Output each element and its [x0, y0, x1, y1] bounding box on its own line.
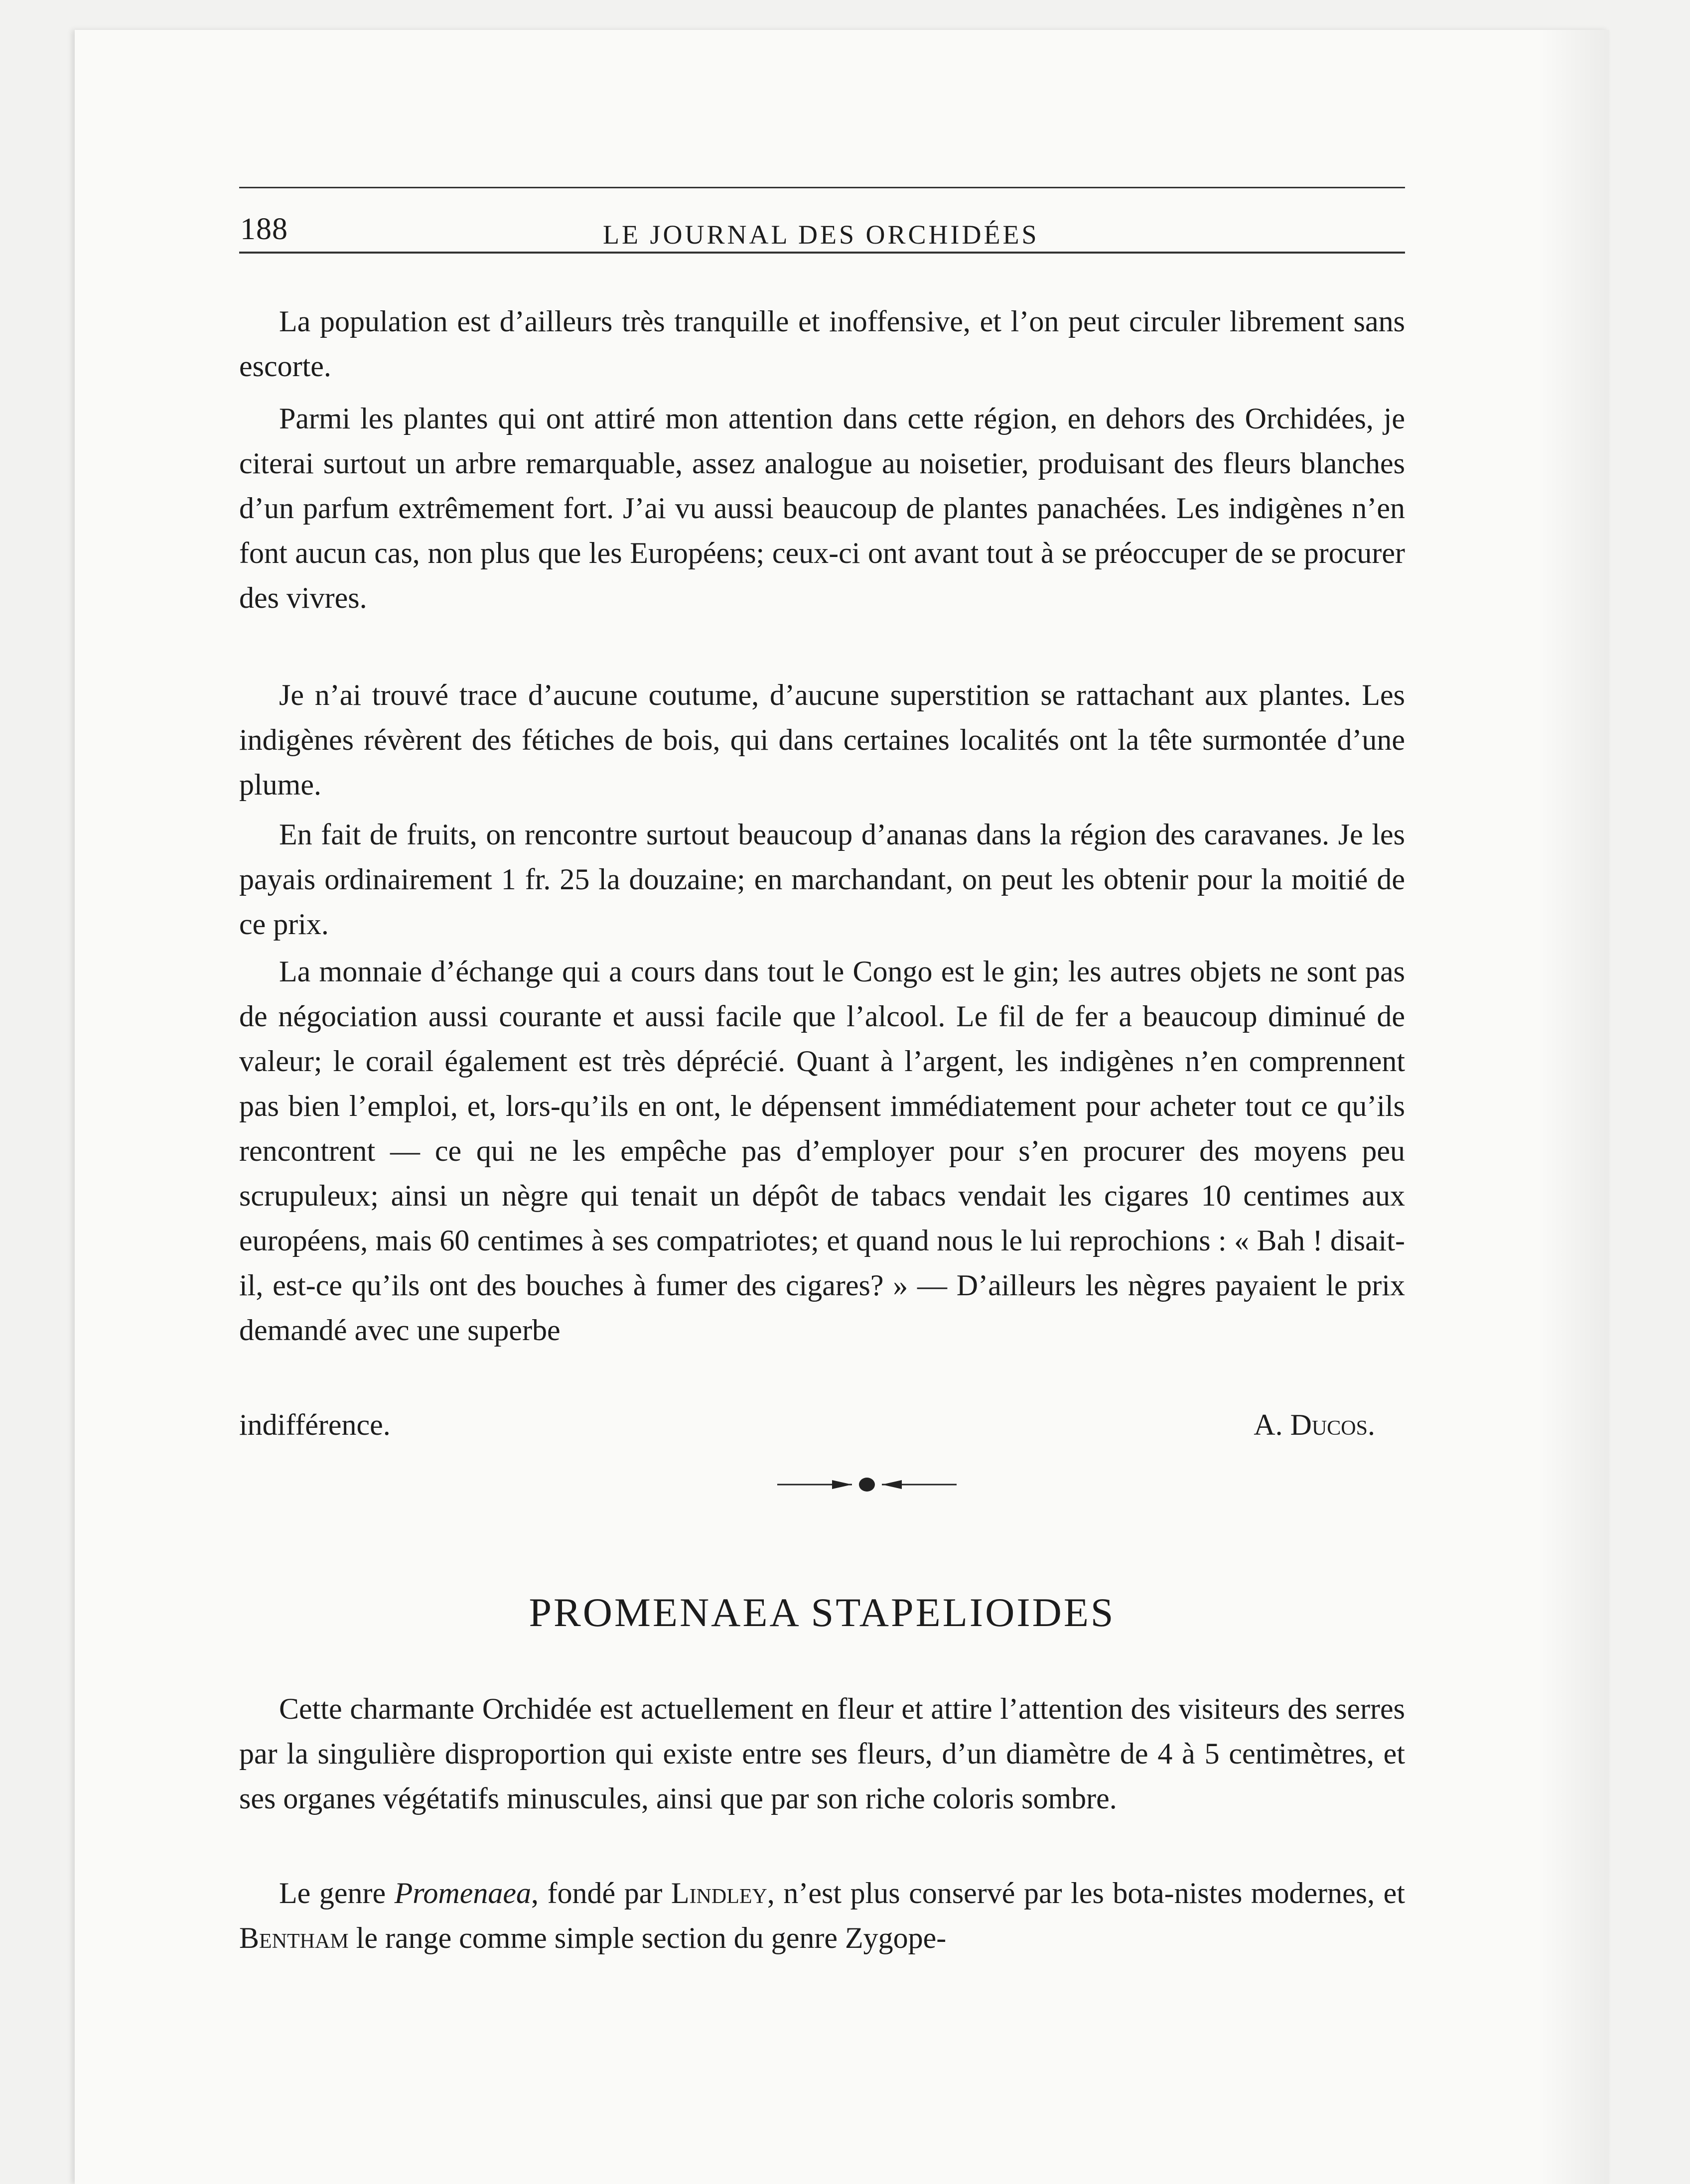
header-rule-bottom: [239, 252, 1405, 254]
page-number: 188: [240, 212, 288, 246]
genus-text-2: , fondé par: [531, 1877, 671, 1910]
ornament-divider: [777, 1472, 957, 1497]
paragraph-population: La population est d’ailleurs très tranquille et inoffensive, et l’on peut circuler librement sans escorte.: [239, 305, 1405, 383]
genus-text-1: Le genre: [279, 1877, 395, 1910]
signature-line: [239, 1402, 1405, 1447]
paragraph-currency: La monnaie d’échange qui a cours dans tout le Congo est le gin; les autres objets ne sont pas de négociation aussi courante et aussi facile que l’alcool. Le fil de fer a beaucoup diminué de valeur; le corail également est très déprécié. Quant à l’argent, les indigènes n’en comprennent pas bien l’emploi, et, lors-qu’ils en ont, le dépensent immédiatement pour acheter tout ce qu’ils rencontrent — ce qui ne les empêche pas d’employer pour s’en procurer des moyens peu scrupuleux; ainsi un nègre qui tenait un dépôt de tabacs vendait les cigares 10 centimes aux européens, mais 60 centimes à ses compatriotes; et quand nous le lui reprochions : « Bah ! disait-il, est-ce qu’ils ont des bouches à fumer des cigares? » — D’ailleurs les nègres payaient le prix demandé avec une superbe: [239, 955, 1405, 1347]
closing-word: indifférence.: [239, 1408, 391, 1441]
genus-name: Promenaea: [394, 1877, 532, 1910]
page-shadow: [1540, 30, 1609, 2184]
header-rule-top: [239, 187, 1405, 188]
genus-text-3: , n’est plus conservé par les bota-nistes modernes, et: [767, 1877, 1405, 1910]
paragraph-genus: [239, 1871, 1405, 1960]
paragraph-plants: Parmi les plantes qui ont attiré mon attention dans cette région, en dehors des Orchidées, je citerai surtout un arbre remarquable, assez analogue au noisetier, produisant des fleurs blanches d’un parfum extrêmement fort. J’ai vu aussi beaucoup de plantes panachées. Les indigènes n’en font aucun cas, non plus que les Européens; ceux-ci ont avant tout à se préoccuper de se procurer des vivres.: [239, 402, 1405, 614]
author-signature: A. Ducos.: [1254, 1408, 1375, 1441]
paragraph-fruits: En fait de fruits, on rencontre surtout beaucoup d’ananas dans la région des caravanes. Je les payais ordinairement 1 fr. 25 la douzaine; en marchandant, on peut les obtenir pour la moitié de ce prix.: [239, 818, 1405, 941]
genus-text-4: le range comme simple section du genre Zygope-: [348, 1921, 947, 1954]
author-lindley: Lindley: [671, 1877, 767, 1910]
author-bentham: Bentham: [239, 1921, 349, 1954]
paragraph-customs: Je n’ai trouvé trace d’aucune coutume, d’aucune superstition se rattachant aux plantes. Les indigènes révèrent des fétiches de bois, qui dans certaines localités ont la tête surmontée d’une plume.: [239, 679, 1405, 801]
paragraph-orchid-intro: Cette charmante Orchidée est actuellement en fleur et attire l’attention des visiteurs des serres par la singulière disproportion qui existe entre ses fleurs, d’un diamètre de 4 à 5 centimètres, et ses organes végétatifs minuscules, ainsi que par son riche coloris sombre.: [239, 1692, 1405, 1815]
article-title: PROMENAEA STAPELIOIDES: [529, 1590, 1116, 1635]
running-head: LE JOURNAL DES ORCHIDÉES: [603, 220, 1039, 250]
